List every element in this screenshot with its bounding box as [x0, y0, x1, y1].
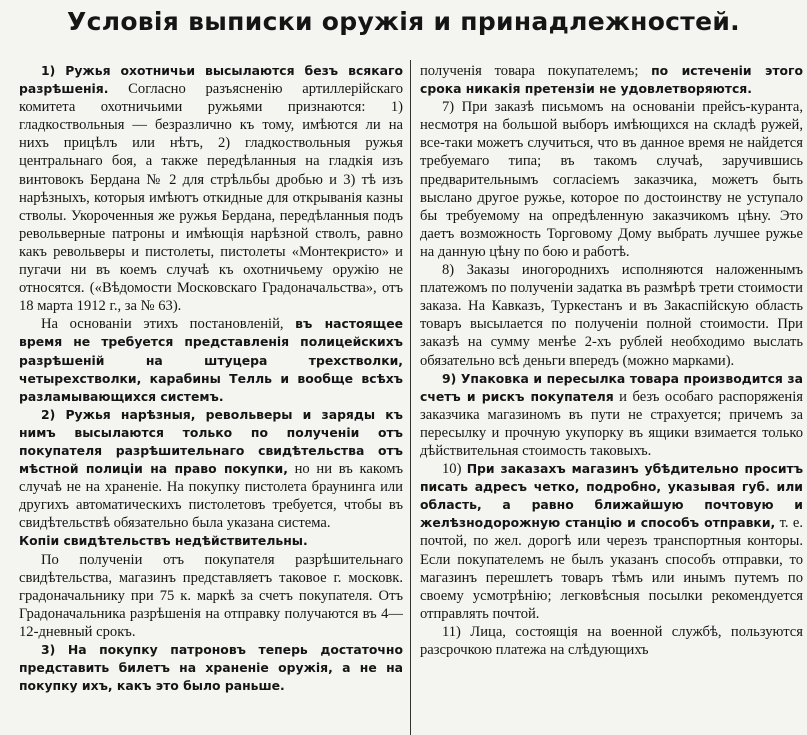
paragraph [420, 460, 803, 623]
paragraph [420, 370, 803, 460]
left-column [19, 62, 403, 735]
paragraph-text: и безъ особаго распоряженія заказчика магазиномъ въ пути не страхуется; причемъ за пересылку и прочную укупорку въ ящики взимается только дѣйствительная стоимость таковыхъ. [420, 388, 803, 459]
bold-text: 1) Ружья охотничьи высылаются безъ всякаго разрѣшенія. [19, 63, 403, 97]
paragraph-text: 8) Заказы иногороднихъ исполняются наложеннымъ платежомъ по полученіи задатка въ размѣрѣ трети стоимости заказа. На Кавказъ, Туркестанъ и въ Закаспійскую область товаръ высылается по полученіи полной стоимости. При заказѣ на сумму менѣе 2-хъ рублей необходимо выслать обязательно всѣ деньги впередъ (можно марками). [420, 262, 803, 369]
bold-text: 9) Упаковка и пересылка товара производится за счетъ и рискъ покупателя [420, 370, 803, 404]
bold-text: Копіи свидѣтельствъ недѣйствительны. [19, 533, 308, 549]
paragraph-text: 7) При заказѣ письмомъ на основаніи прейсъ-куранта, несмотря на большой выборъ имѣющихся на складѣ ружей, все-таки можетъ случиться, что въ данное время не найдется требуемаго типа; въ такомъ случаѣ, заручившись предварительнымъ согласіемъ заказчика, можетъ быть выслано другое ружье, которое по достоинству не уступало бы требуемому на опредѣленную заказчикомъ цѣну. Это даетъ возможность Торговому Дому выбрать лучшее ружье на данную цѣну по бою и работѣ. [420, 99, 803, 260]
paragraph-text: полученія товара покупателемъ; [420, 63, 652, 79]
paragraph [19, 532, 403, 550]
paragraph-text: 10) [442, 461, 467, 478]
bold-text: въ настоящее время не требуется представленія полицейскихъ разрѣшеній на штуцера трехстволки, четырехстволки, карабины Телль и вообще всѣхъ разламывающихся системъ. [19, 316, 403, 404]
paragraph-text: но ни въ какомъ случаѣ не на храненіе. На покупку пистолета браунинга или другихъ автоматическихъ пистолетовъ требуется, чтобы въ свидѣтельствѣ обязательно была указана система. [19, 461, 403, 532]
bold-text: При заказахъ магазинъ убѣдительно проситъ писать адресъ четко, подробно, указывая губ. или область, а равно ближайшую почтовую и желѣзнодорожную станцію и способъ отправки, [420, 461, 803, 531]
right-column [420, 62, 803, 735]
paragraph-text: На основаніи этихъ постановленій, [41, 316, 296, 333]
paragraph [19, 641, 403, 695]
paragraph [420, 623, 803, 659]
paragraph [19, 551, 403, 641]
paragraph [420, 261, 803, 370]
paragraph [420, 62, 803, 98]
paragraph-text: 11) Лица, состоящія на военной службѣ, пользуются разсрочкою платежа на слѣдующихъ [420, 623, 803, 658]
paragraph [420, 98, 803, 261]
paragraph-text: т. е. почтой, по жел. дорогѣ или черезъ транспортныя конторы. Если покупателемъ не былъ указанъ способъ отправки, то магазинъ перешлетъ товаръ тѣмъ или инымъ путемъ по своему усмотрѣнію; легковѣсныя посылки рекомендуется отправлять почтой. [420, 515, 803, 622]
bold-text: по истеченіи этого срока никакія претензіи не удовлетворяются. [420, 63, 803, 97]
bold-text: 2) Ружья нарѣзныя, револьверы и заряды къ нимъ высылаются только по полученіи отъ покупателя разрѣшительнаго свидѣтельства отъ мѣстной полиціи на право покупки, [19, 406, 403, 477]
column-divider [410, 60, 411, 735]
paragraph [19, 406, 403, 533]
paragraph-text: По полученіи отъ покупателя разрѣшительнаго свидѣтельства, магазинъ представляетъ таковое г. московк. градоначальнику при 75 к. маркѣ за счетъ покупателя. Отъ Градоначальника разрѣшенія на отправку получаются въ 4—12-дневный срокъ. [19, 551, 403, 640]
bold-text: 3) На покупку патроновъ теперь достаточно представить билетъ на храненіе оружія, а не на покупку ихъ, какъ это было раньше. [19, 642, 403, 694]
paragraph [19, 62, 403, 315]
page-title: Условія выписки оружія и принадлежностей. [67, 7, 740, 36]
paragraph [19, 315, 403, 405]
paragraph-text: Согласно разъясненію артиллерійскаго комитета охотничьими ружьями признаются: 1) гладкоствольныя — безразлично къ тому, имѣются ли на нихъ прицѣлъ или нѣтъ, 2) гладкоствольныя ружья центральнаго боя, а также передѣланныя на гладкія изъ винтовокъ Бердана № 2 для стрѣльбы дробью и 3) тѣ изъ нарѣзныхъ, которыя имѣютъ откидные для открыванія казны стволы. Укороченныя же ружья Бердана, передѣланныя подъ револьверные патроны и имѣющія нарѣзной стволъ, равно какъ револьверы и пистолеты, пистолеты «Монтекристо» и пугачи ни въ коемъ случаѣ къ охотничьему оружію не относятся. («Вѣдомости Московскаго Градоначальства», отъ 18 марта 1912 г., за № 63). [19, 81, 403, 315]
